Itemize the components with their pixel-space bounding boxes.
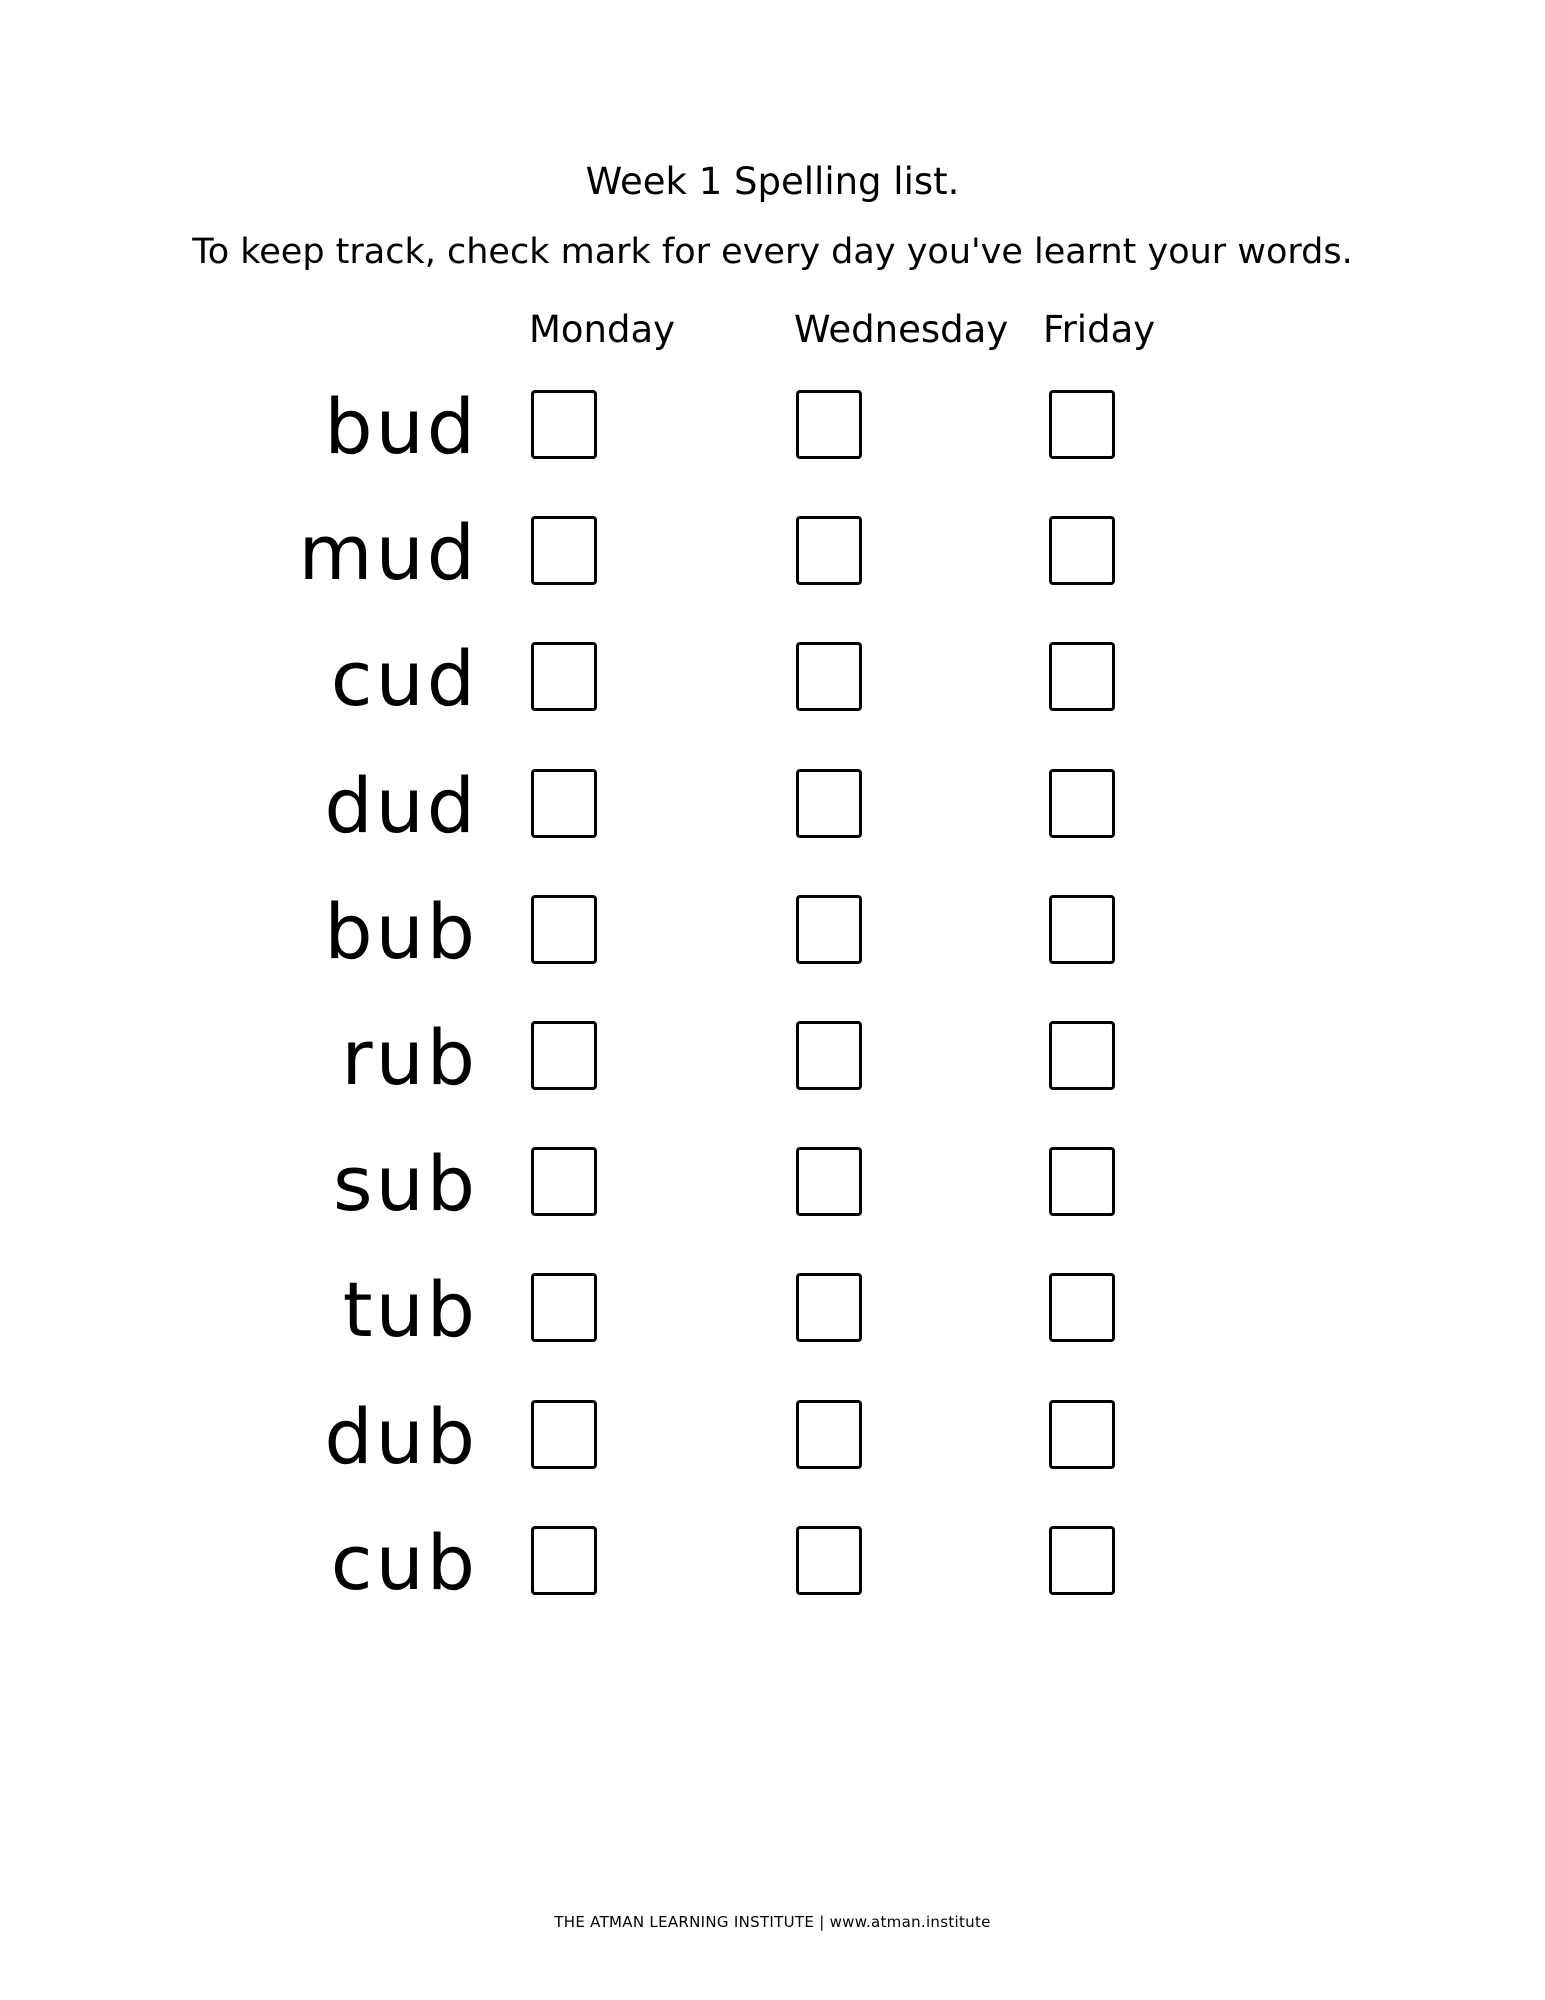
checkbox-monday[interactable]	[531, 769, 597, 838]
checkbox-friday[interactable]	[1049, 1021, 1115, 1090]
checkbox-monday[interactable]	[531, 1021, 597, 1090]
spelling-word: rub	[341, 1012, 478, 1102]
page-title: Week 1 Spelling list.	[585, 160, 960, 203]
checkbox-friday[interactable]	[1049, 1147, 1115, 1216]
checkbox-wednesday[interactable]	[796, 516, 862, 585]
spelling-word: cud	[330, 634, 478, 724]
spelling-word: sub	[332, 1139, 478, 1229]
day-header-wednesday: Wednesday	[794, 308, 1009, 351]
checkbox-wednesday[interactable]	[796, 1400, 862, 1469]
checkbox-friday[interactable]	[1049, 1526, 1115, 1595]
checkbox-wednesday[interactable]	[796, 1526, 862, 1595]
word-row	[0, 508, 1545, 642]
instructions-text: To keep track, check mark for every day you've learnt your words.	[192, 232, 1353, 272]
checkbox-monday[interactable]	[531, 895, 597, 964]
day-header-friday: Friday	[1043, 308, 1156, 351]
checkbox-friday[interactable]	[1049, 895, 1115, 964]
checkbox-friday[interactable]	[1049, 642, 1115, 711]
checkbox-monday[interactable]	[531, 1400, 597, 1469]
day-header-monday: Monday	[529, 308, 676, 351]
checkbox-monday[interactable]	[531, 642, 597, 711]
spelling-word: tub	[342, 1265, 478, 1355]
checkbox-monday[interactable]	[531, 1526, 597, 1595]
checkbox-monday[interactable]	[531, 390, 597, 459]
checkbox-wednesday[interactable]	[796, 1147, 862, 1216]
checkbox-friday[interactable]	[1049, 516, 1115, 585]
spelling-word: cub	[330, 1517, 478, 1607]
checkbox-monday[interactable]	[531, 1147, 597, 1216]
checkbox-monday[interactable]	[531, 516, 597, 585]
checkbox-friday[interactable]	[1049, 1400, 1115, 1469]
word-row	[0, 760, 1545, 895]
checkbox-wednesday[interactable]	[796, 769, 862, 838]
spelling-word: bub	[324, 886, 478, 976]
checkbox-monday[interactable]	[531, 1273, 597, 1342]
spelling-word: dub	[324, 1391, 478, 1481]
word-row	[0, 382, 1545, 516]
spelling-list	[0, 382, 1545, 1652]
word-row	[0, 634, 1545, 768]
checkbox-wednesday[interactable]	[796, 642, 862, 711]
checkbox-wednesday[interactable]	[796, 390, 862, 459]
checkbox-friday[interactable]	[1049, 1273, 1115, 1342]
word-row	[0, 1012, 1545, 1147]
checkbox-wednesday[interactable]	[796, 1021, 862, 1090]
checkbox-wednesday[interactable]	[796, 1273, 862, 1342]
spelling-word: dud	[324, 760, 478, 850]
footer-credit: THE ATMAN LEARNING INSTITUTE | www.atman.institute	[554, 1913, 991, 1931]
word-row	[0, 1391, 1545, 1526]
word-row	[0, 886, 1545, 1021]
checkbox-wednesday[interactable]	[796, 895, 862, 964]
spelling-word: mud	[298, 508, 478, 598]
word-row	[0, 1517, 1545, 1652]
word-row	[0, 1265, 1545, 1399]
spelling-word: bud	[324, 382, 478, 471]
checkbox-friday[interactable]	[1049, 769, 1115, 838]
checkbox-friday[interactable]	[1049, 390, 1115, 459]
word-row	[0, 1139, 1545, 1273]
